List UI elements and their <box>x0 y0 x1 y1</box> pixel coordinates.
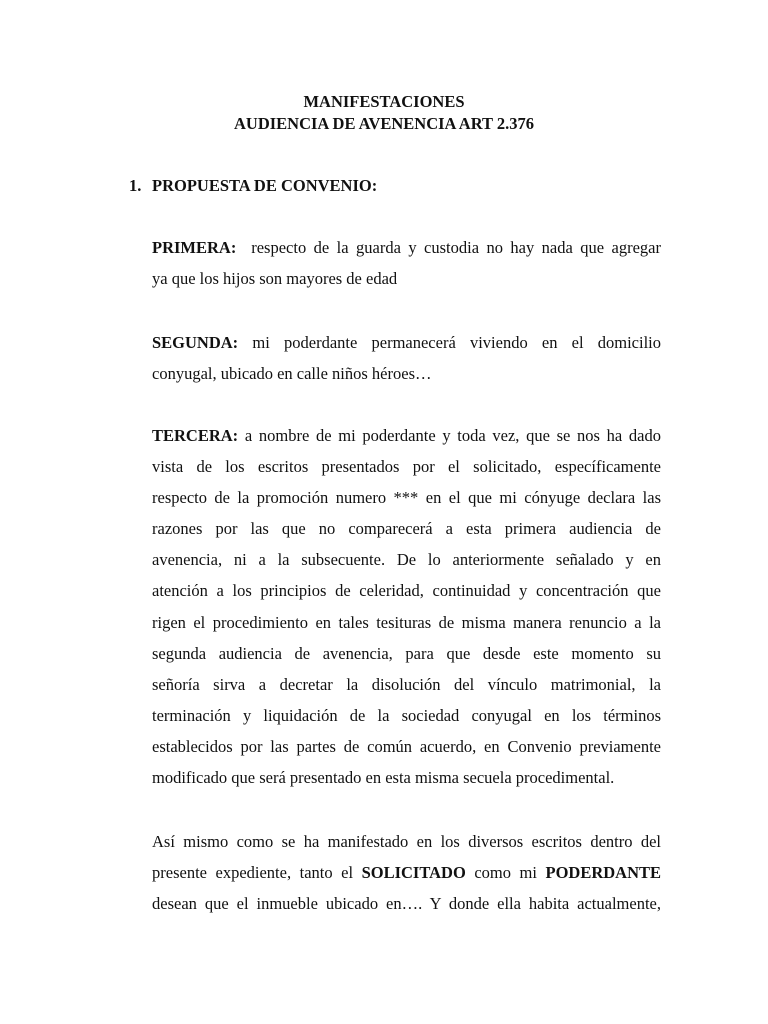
paragraph-segunda <box>152 327 661 389</box>
paragraph-line: SEGUNDA: mi poderdante permanecerá viviendo en el domicilio <box>152 333 662 352</box>
section-number: 1. <box>129 176 142 195</box>
section-title: PROPUESTA DE CONVENIO: <box>152 176 378 195</box>
paragraph-line: segunda audiencia de avenencia, para que desde este momento su <box>152 643 661 663</box>
paragraph-line: TERCERA: a nombre de mi poderdante y toda vez, que se nos ha dado <box>152 426 662 445</box>
section-heading <box>129 175 377 197</box>
paragraph-asi-mismo <box>152 826 661 919</box>
paragraph-line: conyugal, ubicado en calle niños héroes… <box>152 364 432 384</box>
document-title: MANIFESTACIONES <box>303 92 465 111</box>
paragraph-line: terminación y liquidación de la sociedad conyugal en los términos <box>152 705 661 725</box>
paragraph-line: desean que el inmueble ubicado en…. Y donde ella habita actualmente, <box>152 894 661 914</box>
paragraph-line: señoría sirva a decretar la disolución del vínculo matrimonial, la <box>152 674 661 694</box>
paragraph-tercera <box>152 420 661 793</box>
clause-label: PRIMERA: <box>152 238 237 257</box>
paragraph-line: atención a los principios de celeridad, continuidad y concentración que <box>152 581 661 601</box>
emphasis-solicitado: SOLICITADO <box>361 863 466 883</box>
paragraph-primera <box>152 232 661 294</box>
paragraph-line: Así mismo como se ha manifestado en los diversos escritos dentro del <box>152 832 661 851</box>
clause-label: TERCERA: <box>152 426 239 445</box>
emphasis-poderdante: PODERDANTE <box>545 863 661 883</box>
paragraph-line: presente expediente, tanto el SOLICITADO como mi PODERDANTE <box>152 863 661 883</box>
paragraph-line: avenencia, ni a la subsecuente. De lo anteriormente señalado y en <box>152 550 661 570</box>
paragraph-line: PRIMERA: respecto de la guarda y custodia no hay nada que agregar <box>152 238 661 257</box>
paragraph-line: razones por las que no comparecerá a esta primera audiencia de <box>152 519 661 539</box>
paragraph-line: rigen el procedimiento en tales tesituras de misma manera renuncio a la <box>152 612 661 632</box>
paragraph-line: vista de los escritos presentados por el solicitado, específicamente <box>152 457 661 477</box>
clause-label: SEGUNDA: <box>152 333 239 352</box>
paragraph-line: modificado que será presentado en esta misma secuela procedimental. <box>152 768 615 788</box>
paragraph-line: establecidos por las partes de común acuerdo, en Convenio previamente <box>152 736 661 756</box>
paragraph-line: ya que los hijos son mayores de edad <box>152 269 398 289</box>
paragraph-line: respecto de la promoción numero *** en el que mi cónyuge declara las <box>152 488 661 508</box>
document-subtitle: AUDIENCIA DE AVENENCIA ART 2.376 <box>233 114 534 133</box>
